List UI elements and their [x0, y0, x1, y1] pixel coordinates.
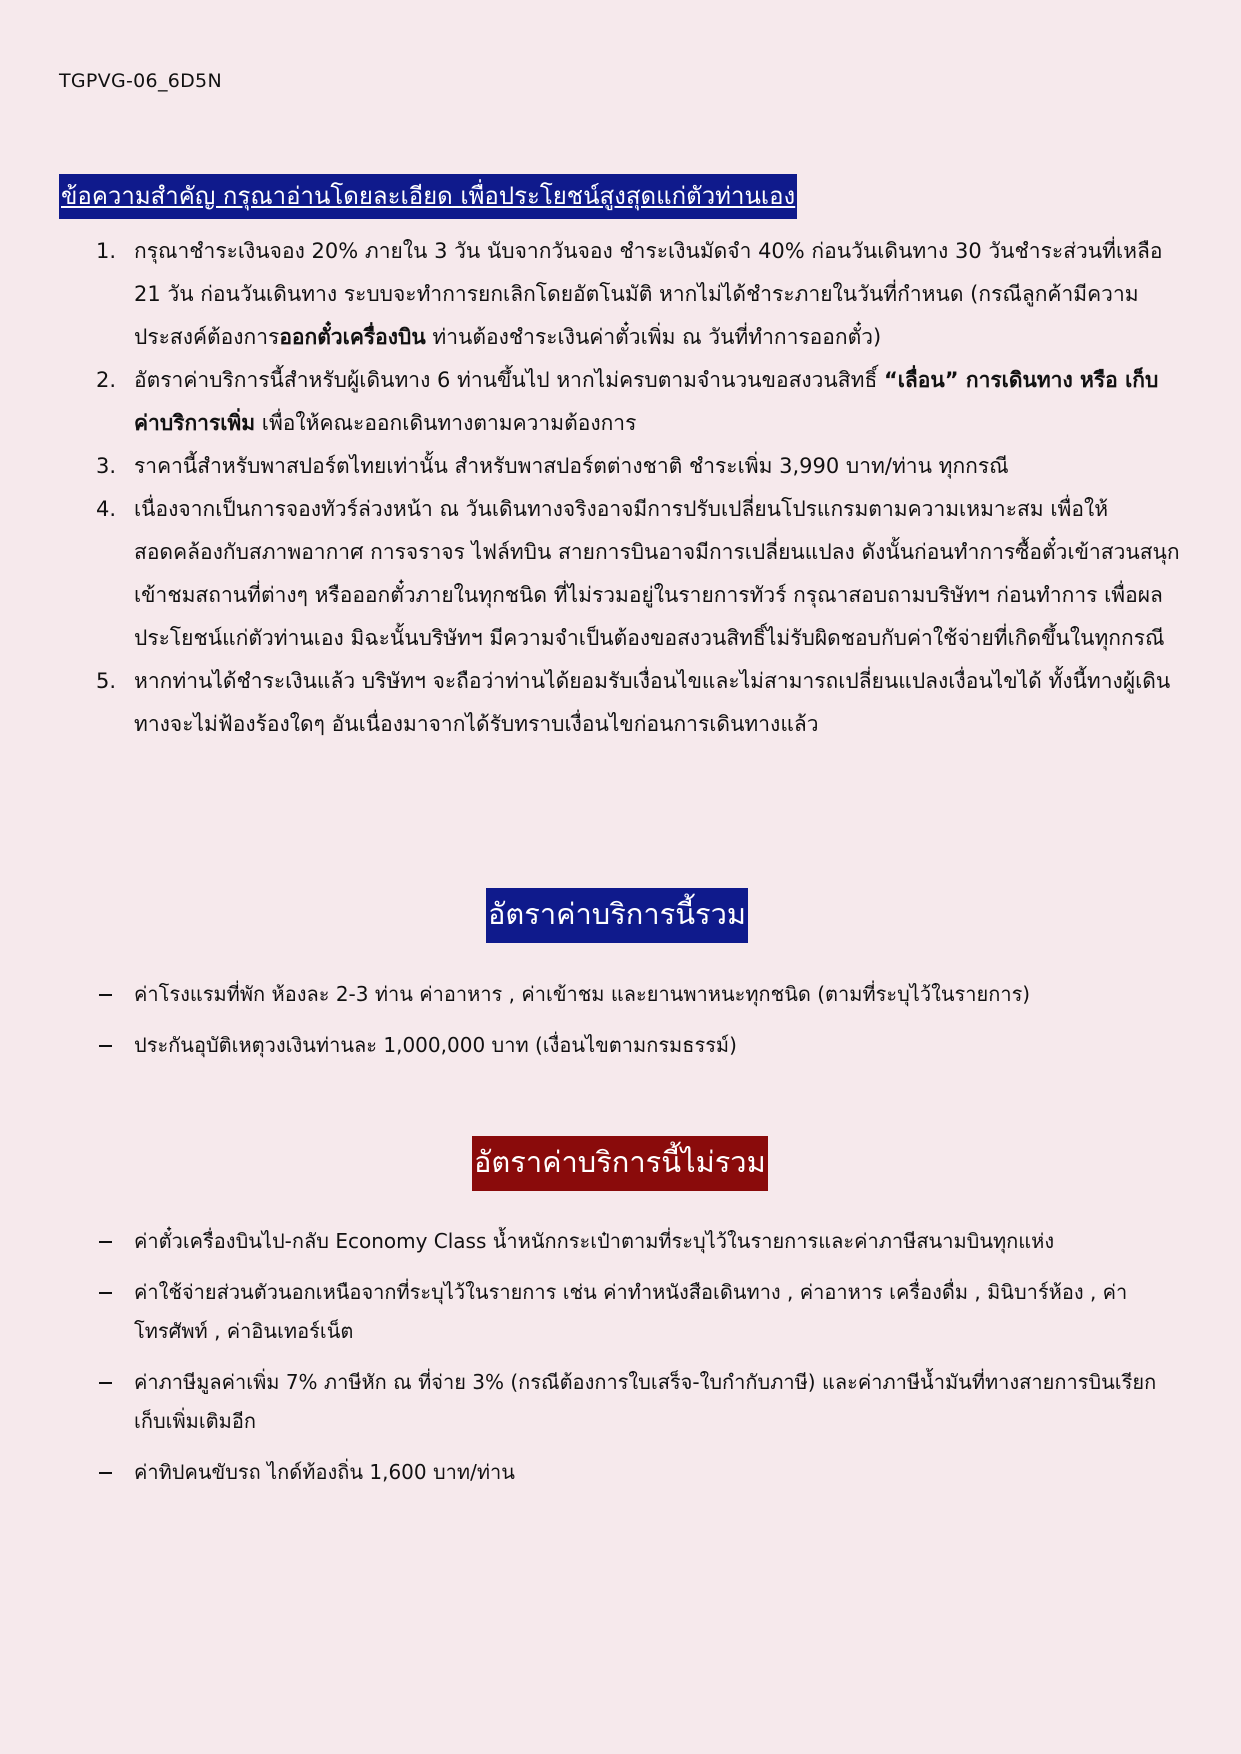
term-text: ราคานี้สำหรับพาสปอร์ตไทยเท่านั้น สำหรับพาสปอร์ตต่างชาติ ชำระเพิ่ม 3,990 บาท/ท่าน ทุกกรณี — [134, 454, 1009, 478]
dash-bullet-icon — [99, 1472, 112, 1474]
term-text: อัตราค่าบริการนี้สำหรับผู้เดินทาง 6 ท่านขึ้นไป หากไม่ครบตามจำนวนขอสงวนสิทธิ์ — [134, 368, 884, 392]
excluded-item-text: ค่าใช้จ่ายส่วนตัวนอกเหนือจากที่ระบุไว้ในรายการ เช่น ค่าทำหนังสือเดินทาง , ค่าอาหาร เครื่องดื่ม , มินิบาร์ห้อง , ค่าโทรศัพท์ , ค่าอินเทอร์เน็ต — [134, 1280, 1128, 1343]
term-text: กรุณาชำระเงินจอง 20% ภายใน 3 วัน นับจากวันจอง ชำระเงินมัดจำ 40% ก่อนวันเดินทาง 30 วันชำระส่วนที่เหลือ 21 วัน ก่อนวันเดินทาง ระบบจะทำการยกเลิกโดยอัตโนมัติ หากไม่ได้ชำระภายในวันที่กำหนด (กรณีลูกค้ามีความประสงค์ต้องการ — [134, 239, 1163, 349]
dash-bullet-icon — [99, 1241, 112, 1243]
excluded-item-text: ค่าตั๋วเครื่องบินไป-กลับ Economy Class น้ำหนักกระเป๋าตามที่ระบุไว้ในรายการและค่าภาษีสนามบินทุกแห่ง — [134, 1229, 1055, 1253]
included-item — [96, 1026, 1186, 1065]
included-item — [96, 975, 1186, 1014]
term-item — [90, 488, 1180, 660]
term-item — [90, 445, 1180, 488]
term-emphasis: “เลื่อน” การเดินทาง หรือ เก็บค่าบริการเพิ่ม — [134, 368, 1159, 435]
term-item — [90, 660, 1180, 746]
included-item-text: ประกันอุบัติเหตุวงเงินท่านละ 1,000,000 บาท (เงื่อนไขตามกรมธรรม์) — [134, 1033, 737, 1057]
excluded-section-banner: อัตราค่าบริการนี้ไม่รวม — [472, 1136, 768, 1191]
term-number: 5. — [96, 669, 117, 693]
dash-bullet-icon — [99, 994, 112, 996]
excluded-item — [96, 1273, 1186, 1351]
term-number: 1. — [96, 239, 117, 263]
included-list — [96, 975, 1186, 1077]
included-item-text: ค่าโรงแรมที่พัก ห้องละ 2-3 ท่าน ค่าอาหาร , ค่าเข้าชม และยานพาหนะทุกชนิด (ตามที่ระบุไว้ในรายการ) — [134, 982, 1031, 1006]
excluded-item — [96, 1363, 1186, 1441]
excluded-item — [96, 1222, 1186, 1261]
term-item — [90, 230, 1180, 359]
term-text: เนื่องจากเป็นการจองทัวร์ล่วงหน้า ณ วันเดินทางจริงอาจมีการปรับเปลี่ยนโปรแกรมตามความเหมาะสม เพื่อให้สอดคล้องกับสภาพอากาศ การจราจร ไฟล์ทบิน สายการบินอาจมีการเปลี่ยนแปลง ดังนั้นก่อนทำการซื้อตั๋วเข้าสวนสนุก เข้าชมสถานที่ต่างๆ หรือออกตั๋วภายในทุกชนิด ที่ไม่รวมอยู่ในรายการทัวร์ กรุณาสอบถามบริษัทฯ ก่อนทำการ เพื่อผลประโยชน์แก่ตัวท่านเอง มิฉะนั้นบริษัทฯ มีความจำเป็นต้องขอสงวนสิทธิ์ไม่รับผิดชอบกับค่าใช้จ่ายที่เกิดขึ้นในทุกกรณี — [134, 497, 1180, 650]
term-item — [90, 359, 1180, 445]
important-notice-heading: ข้อความสำคัญ กรุณาอ่านโดยละเอียด เพื่อประโยชน์สูงสุดแก่ตัวท่านเอง — [59, 174, 797, 219]
term-text: หากท่านได้ชำระเงินแล้ว บริษัทฯ จะถือว่าท่านได้ยอมรับเงื่อนไขและไม่สามารถเปลี่ยนแปลงเงื่อนไขได้ ทั้งนี้ทางผู้เดินทางจะไม่ฟ้องร้องใดๆ อันเนื่องมาจากได้รับทราบเงื่อนไขก่อนการเดินทางแล้ว — [134, 669, 1171, 736]
terms-list — [90, 230, 1180, 746]
term-number: 4. — [96, 497, 117, 521]
dash-bullet-icon — [99, 1382, 112, 1384]
dash-bullet-icon — [99, 1292, 112, 1294]
document-code: TGPVG-06_6D5N — [59, 70, 222, 92]
excluded-item-text: ค่าภาษีมูลค่าเพิ่ม 7% ภาษีหัก ณ ที่จ่าย 3% (กรณีต้องการใบเสร็จ-ใบกำกับภาษี) และค่าภาษีน้ำมันที่ทางสายการบินเรียกเก็บเพิ่มเติมอีก — [134, 1370, 1157, 1433]
dash-bullet-icon — [99, 1045, 112, 1047]
excluded-list — [96, 1222, 1186, 1504]
excluded-item — [96, 1453, 1186, 1492]
term-text: ท่านต้องชำระเงินค่าตั๋วเพิ่ม ณ วันที่ทำการออกตั๋ว) — [425, 325, 882, 349]
term-number: 2. — [96, 368, 117, 392]
term-text: เพื่อให้คณะออกเดินทางตามความต้องการ — [255, 411, 637, 435]
excluded-item-text: ค่าทิปคนขับรถ ไกด์ท้องถิ่น 1,600 บาท/ท่าน — [134, 1460, 515, 1484]
term-emphasis: ออกตั๋วเครื่องบิน — [279, 325, 426, 349]
included-section-banner: อัตราค่าบริการนี้รวม — [486, 888, 748, 943]
term-number: 3. — [96, 454, 117, 478]
